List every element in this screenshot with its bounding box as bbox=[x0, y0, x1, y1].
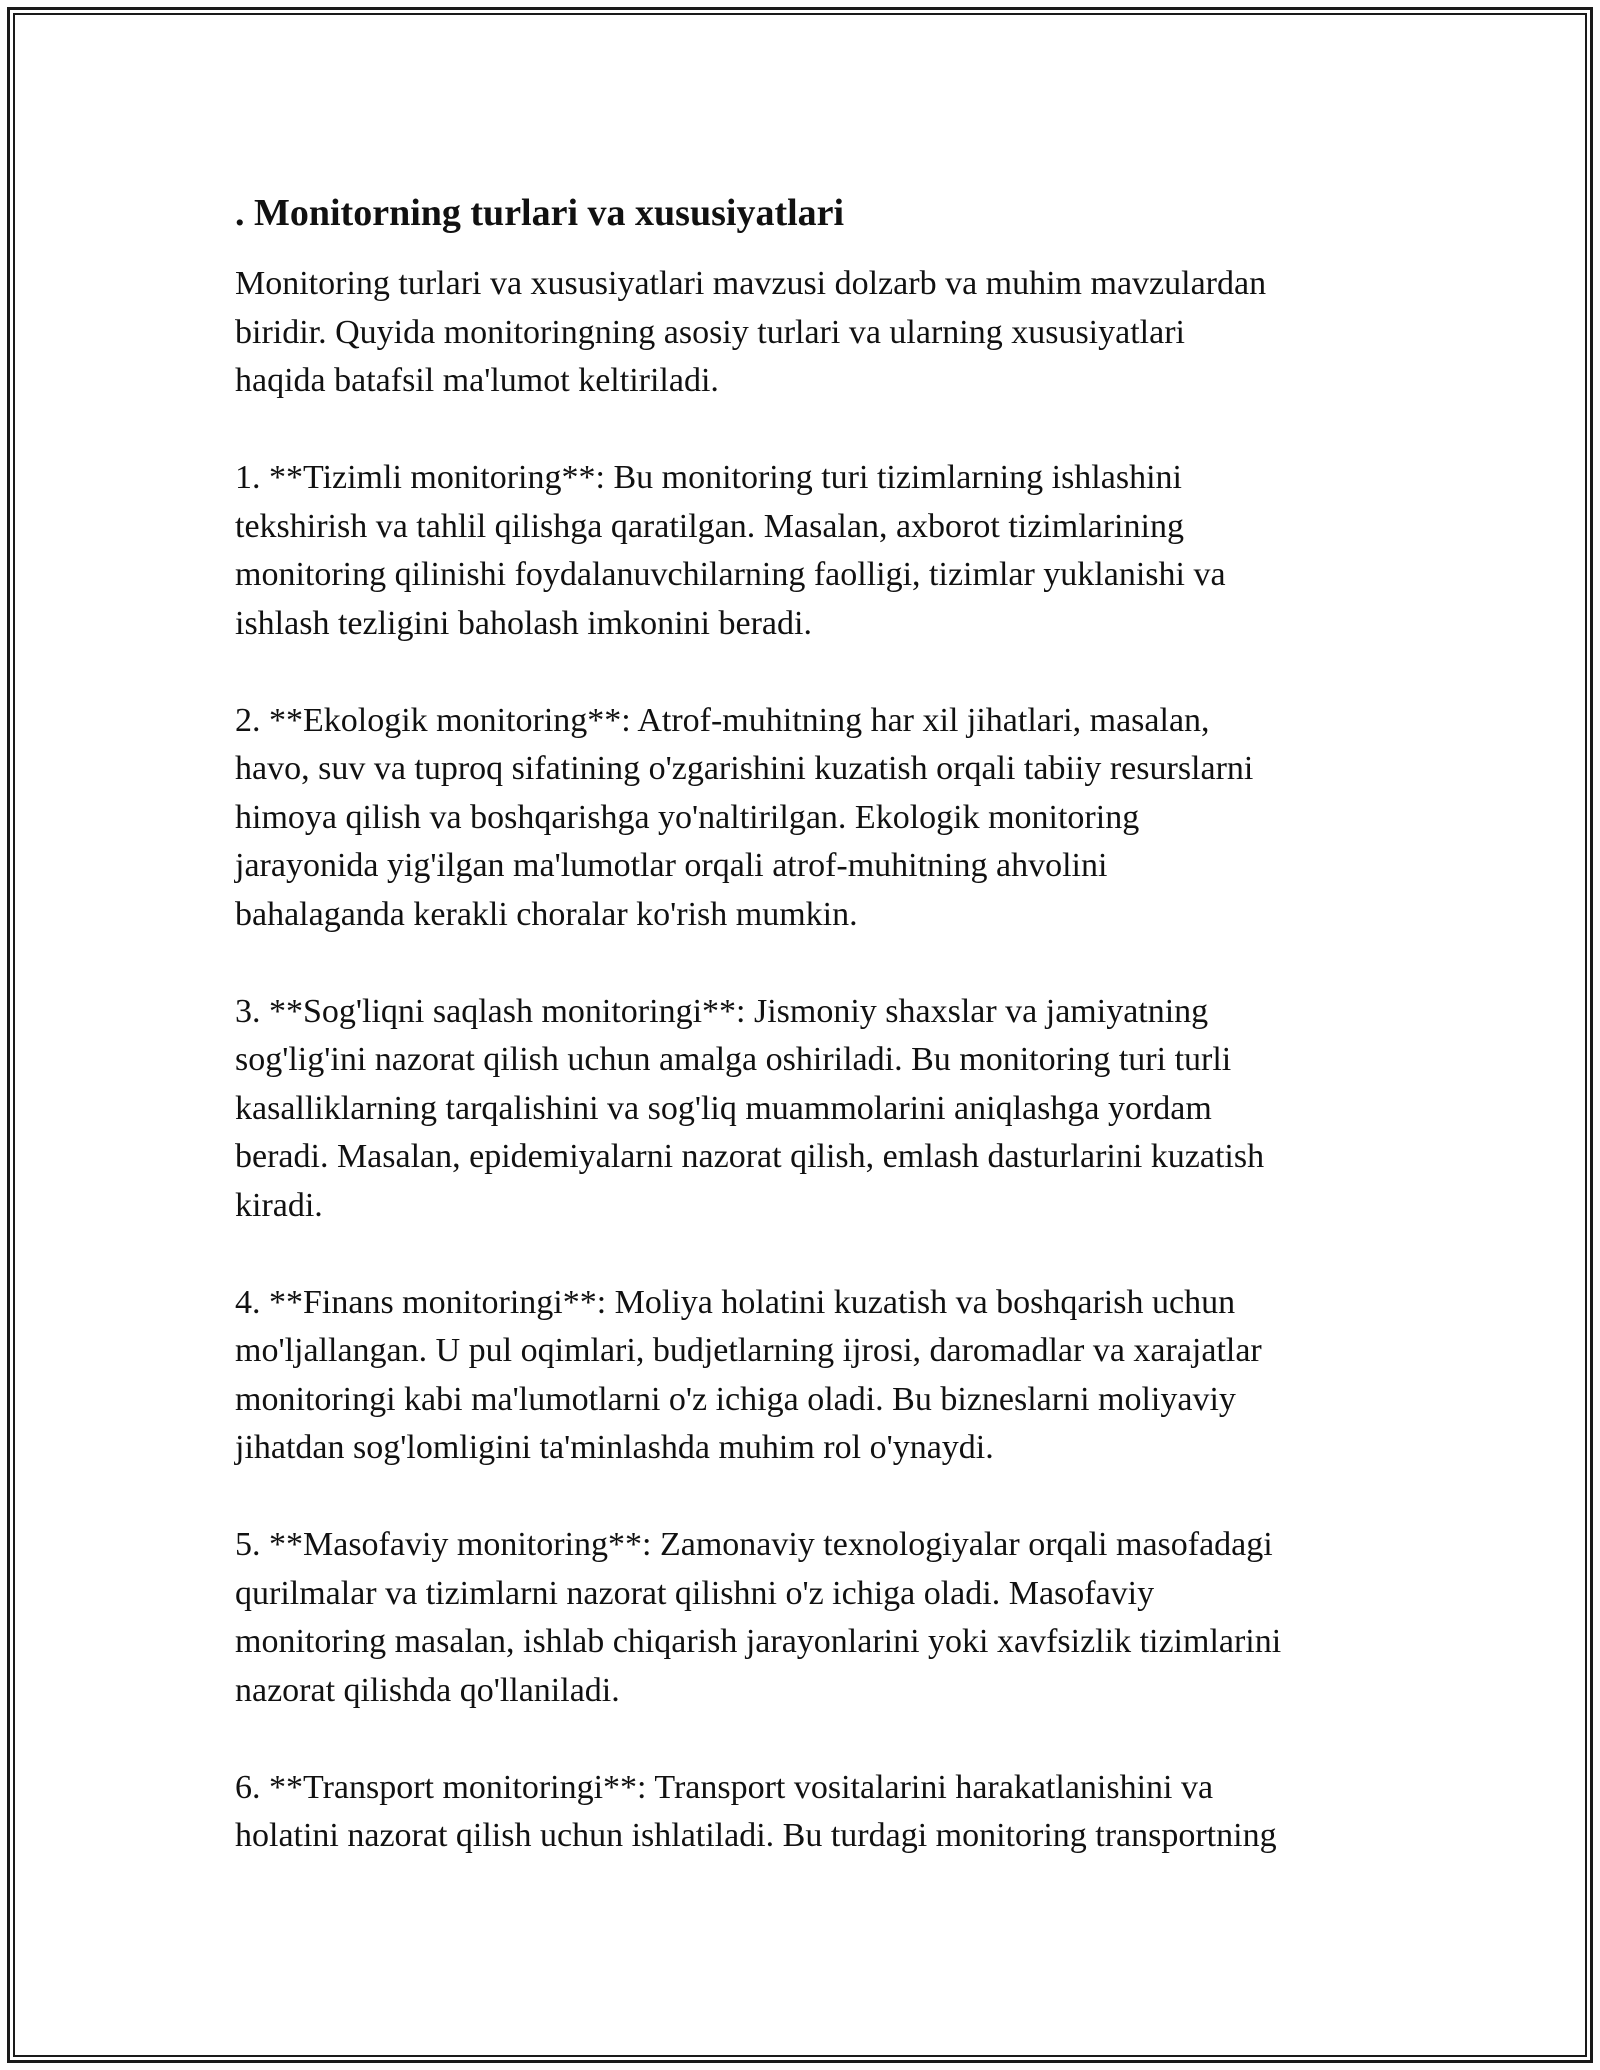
paragraph-line: jihatdan sog'lomligini ta'minlashda muhim rol o'ynaydi. bbox=[235, 1429, 994, 1466]
paragraph-line: Monitoring turlari va xususiyatlari mavzusi dolzarb va muhim mavzulardan bbox=[235, 265, 1267, 302]
paragraph-line: 1. **Tizimli monitoring**: Bu monitoring turi tizimlarning ishlashini bbox=[235, 459, 1182, 496]
paragraph-line: monitoringi kabi ma'lumotlarni o'z ichiga oladi. Bu bizneslarni moliyaviy bbox=[235, 1380, 1236, 1418]
paragraph-line: nazorat qilishda qo'llaniladi. bbox=[235, 1671, 620, 1709]
paragraph-line: holatini nazorat qilish uchun ishlatiladi. Bu turdagi monitoring transportning bbox=[235, 1817, 1277, 1854]
list-item-sogliqni-saqlash-monitoringi bbox=[235, 988, 1365, 1231]
paragraph-line: monitoring masalan, ishlab chiqarish jarayonlarini yoki xavfsizlik tizimlarini bbox=[235, 1623, 1282, 1660]
list-item-tizimli-monitoring bbox=[235, 454, 1365, 648]
paragraph-line: monitoring qilinishi foydalanuvchilarning faolligi, tizimlar yuklanishi va bbox=[235, 556, 1226, 593]
list-item-ekologik-monitoring bbox=[235, 697, 1365, 940]
paragraph-line: kiradi. bbox=[235, 1186, 323, 1224]
list-item-transport-monitoringi bbox=[235, 1764, 1365, 1861]
paragraph-line: sog'lig'ini nazorat qilish uchun amalga oshiriladi. Bu monitoring turi turli bbox=[235, 1041, 1232, 1078]
paragraph-line: 4. **Finans monitoringi**: Moliya holatini kuzatish va boshqarish uchun bbox=[235, 1283, 1236, 1321]
paragraph-line: biridir. Quyida monitoringning asosiy turlari va ularning xususiyatlari bbox=[235, 313, 1185, 351]
paragraph-line: haqida batafsil ma'lumot keltiriladi. bbox=[235, 362, 719, 399]
paragraph-line: havo, suv va tuproq sifatining o'zgarishini kuzatish orqali tabiiy resurslarni bbox=[235, 750, 1254, 787]
paragraph-line: bahalaganda kerakli choralar ko'rish mumkin. bbox=[235, 895, 858, 933]
paragraph-line: tekshirish va tahlil qilishga qaratilgan. Masalan, axborot tizimlarining bbox=[235, 507, 1184, 545]
paragraph-line: jarayonida yig'ilgan ma'lumotlar orqali atrof-muhitning ahvolini bbox=[235, 847, 1108, 884]
paragraph-line: 2. **Ekologik monitoring**: Atrof-muhitning har xil jihatlari, masalan, bbox=[235, 701, 1210, 739]
document-body bbox=[235, 188, 1365, 1909]
intro-paragraph bbox=[235, 260, 1365, 406]
paragraph-line: 3. **Sog'liqni saqlash monitoringi**: Jismoniy shaxslar va jamiyatning bbox=[235, 992, 1209, 1030]
list-item-masofaviy-monitoring bbox=[235, 1521, 1365, 1715]
paragraph-line: beradi. Masalan, epidemiyalarni nazorat qilish, emlash dasturlarini kuzatish bbox=[235, 1138, 1265, 1175]
paragraph-line: himoya qilish va boshqarishga yo'naltirilgan. Ekologik monitoring bbox=[235, 798, 1140, 836]
paragraph-line: kasalliklarning tarqalishini va sog'liq muammolarini aniqlashga yordam bbox=[235, 1089, 1212, 1127]
paragraph-line: 6. **Transport monitoringi**: Transport vositalarini harakatlanishini va bbox=[235, 1768, 1214, 1806]
paragraph-line: 5. **Masofaviy monitoring**: Zamonaviy texnologiyalar orqali masofadagi bbox=[235, 1526, 1273, 1563]
paragraph-line: qurilmalar va tizimlarni nazorat qilishni o'z ichiga oladi. Masofaviy bbox=[235, 1574, 1155, 1612]
paragraph-line: ishlash tezligini baholash imkonini beradi. bbox=[235, 604, 812, 642]
document-title: . Monitorning turlari va xususiyatlari bbox=[235, 192, 845, 234]
list-item-finans-monitoringi bbox=[235, 1279, 1365, 1473]
paragraph-line: mo'ljallangan. U pul oqimlari, budjetlarning ijrosi, daromadlar va xarajatlar bbox=[235, 1332, 1262, 1369]
